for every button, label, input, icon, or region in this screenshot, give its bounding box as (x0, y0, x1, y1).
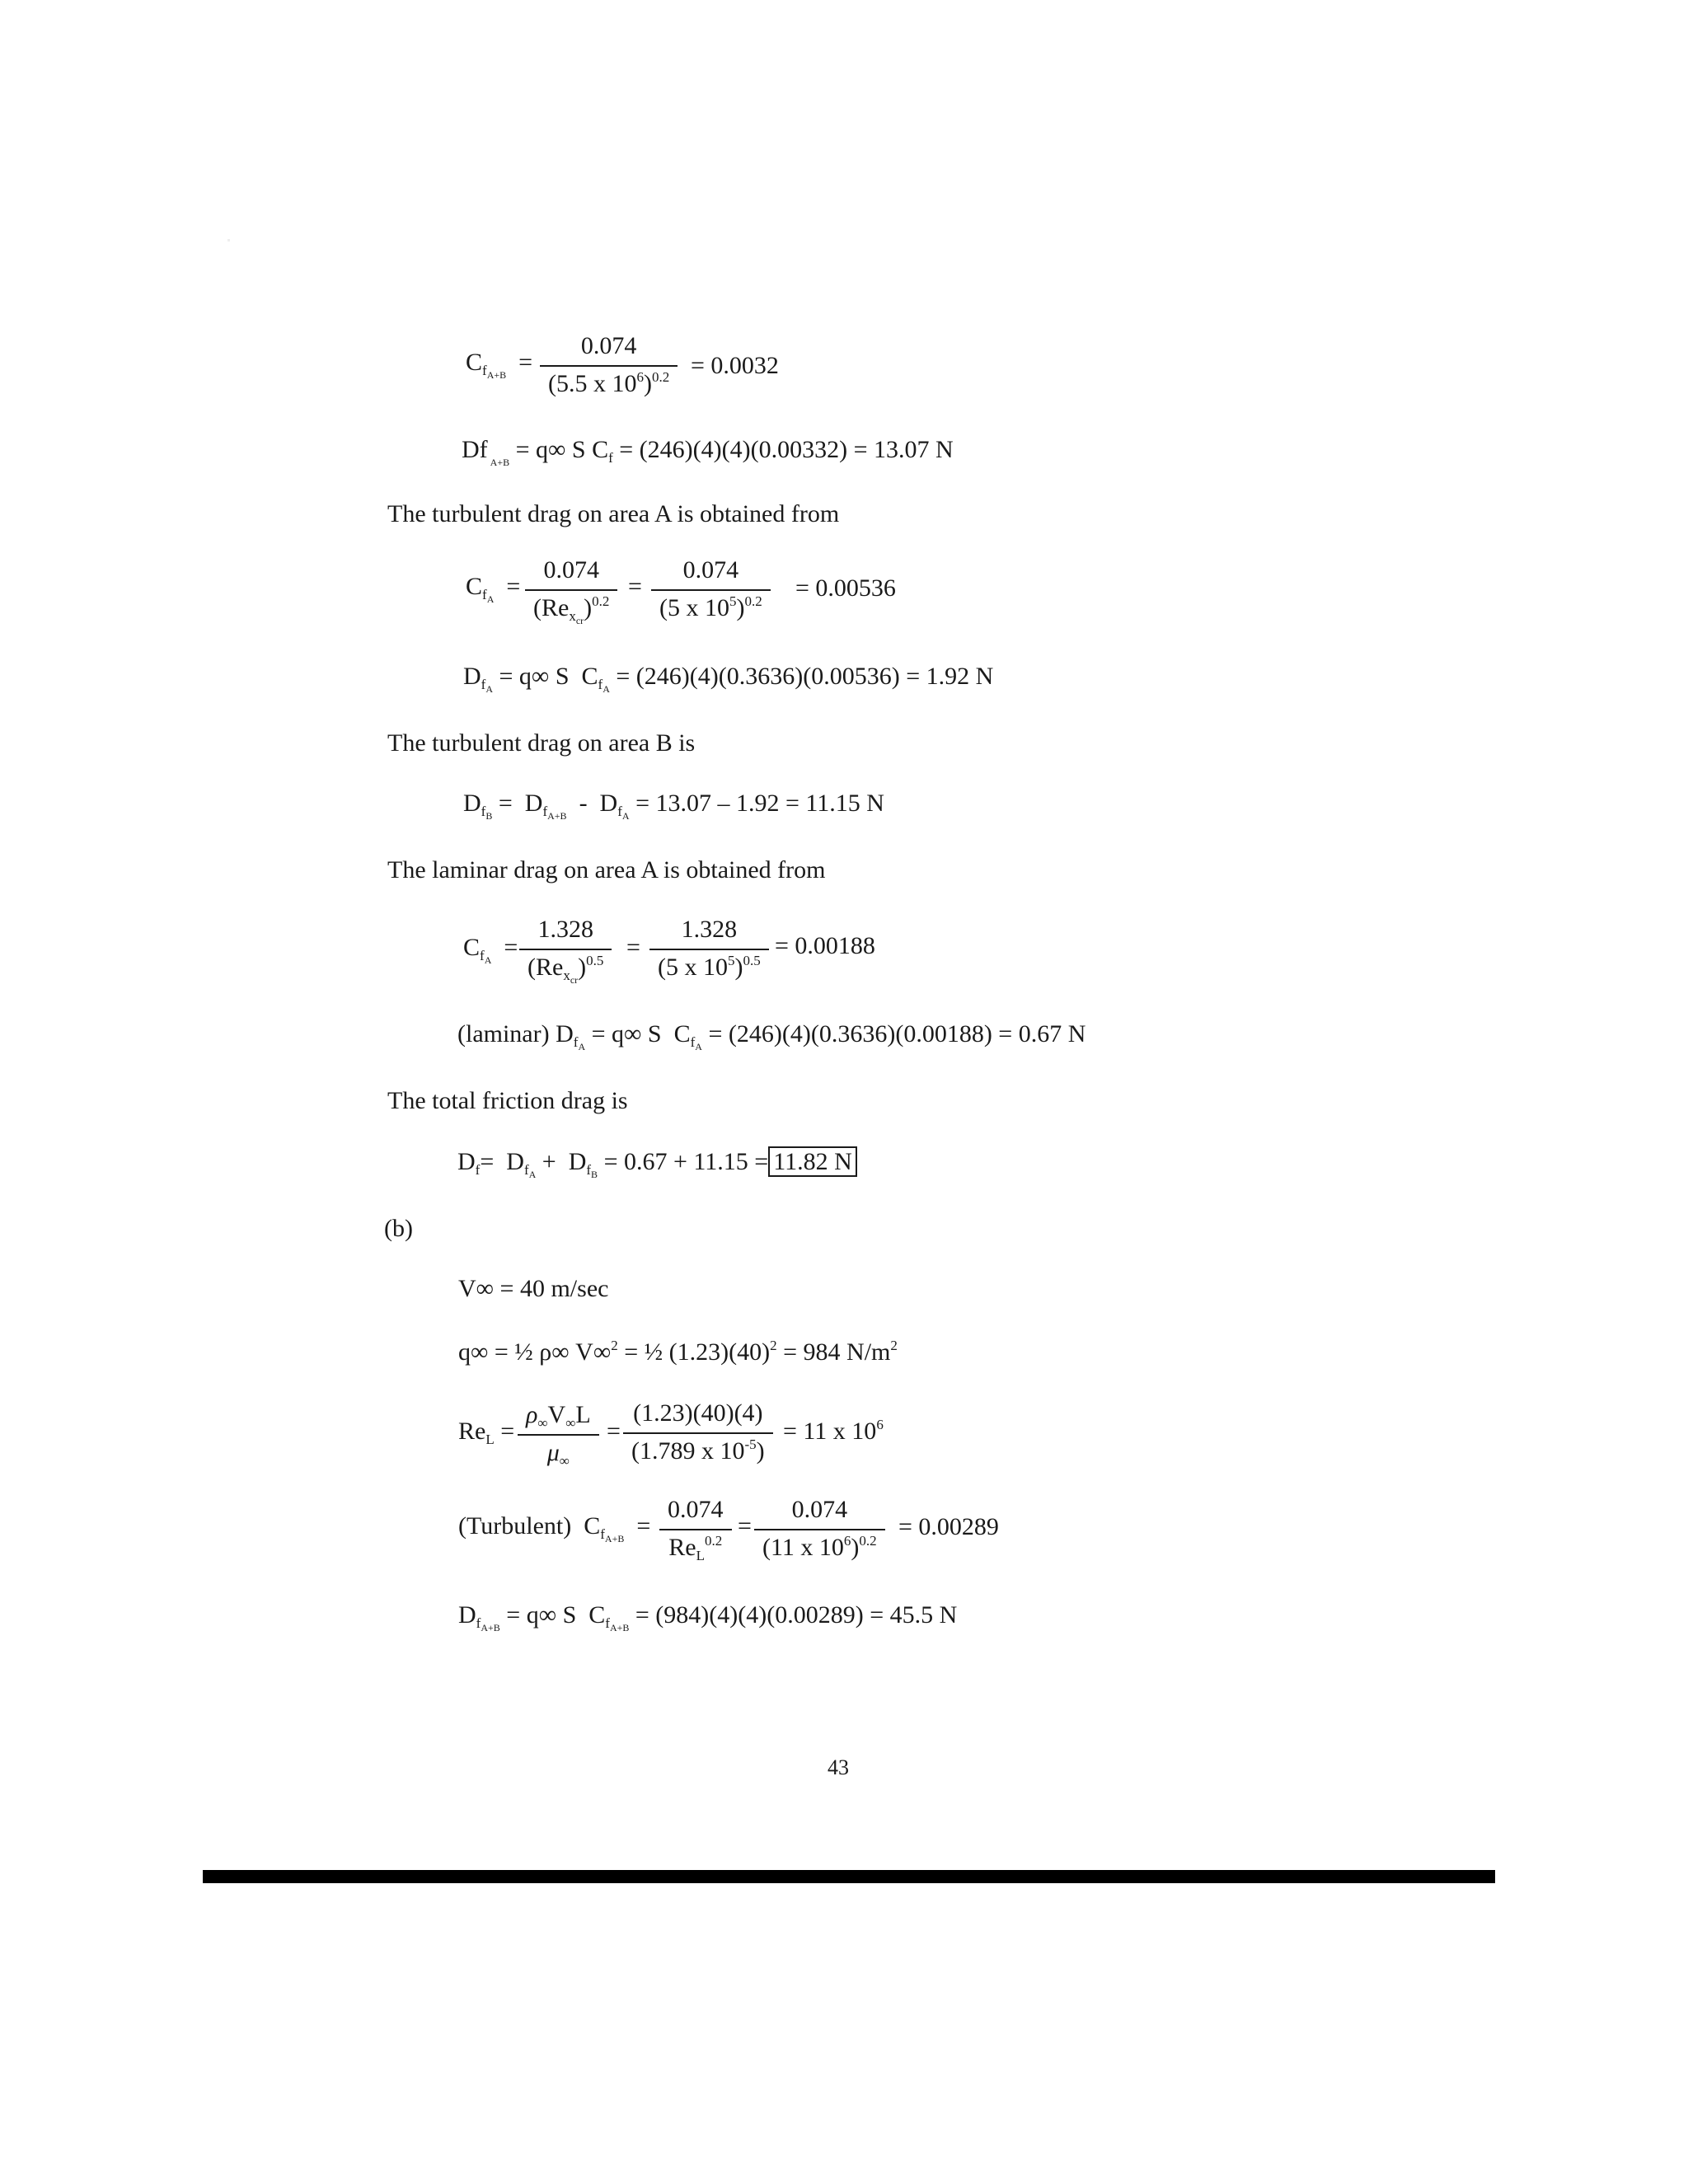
eq8: $D_f= D_{f_A} + D_{f_B} = 0.67 + 11.15 = 11.82$ N (457, 1150, 857, 1174)
eq3-lhs: $C_{f_A}$ = (466, 573, 521, 605)
bottom-rule (203, 1870, 1495, 1883)
eq5: $D_{f_B} = D_{f_{A+B}} - D_{f_A} = 13.07 - 1.92 = 11.15$ N (463, 790, 884, 822)
answer-box: 11.82 N (768, 1146, 857, 1177)
eq3-equals: = (628, 573, 642, 600)
eq1-lhs: $C_{f_{A+B}}$ = (466, 349, 533, 381)
paragraph-laminar-a: The laminar drag on area A is obtained from (387, 856, 826, 883)
eq3-fraction-1: 0.074 $(Re_{x_{cr}})^{0.2}$ (525, 558, 617, 621)
eq11-result: = 11 x $10^6$ (783, 1417, 884, 1445)
eq1-result: = 0.0032 (691, 352, 779, 379)
paragraph-turbulent-b: The turbulent drag on area B is (387, 729, 696, 757)
eq10: q∞ = ½ ρ∞ V∞$^2$ = ½ $(1.23)(40)^2 = 984$ $N/m^2$ (458, 1338, 898, 1366)
eq4: $D_{f_A} = q\infty$ S $C_{f_A} = (246)(4)(0.3636)(0.00536) = 1.92$ N (463, 663, 994, 695)
eq1-denominator: (5.5 x $10^6)^{0.2}$ (548, 369, 670, 397)
eq12-fraction-1: 0.074 $Re_L^{0.2}$ (659, 1497, 732, 1560)
paragraph-turbulent-a: The turbulent drag on area A is obtained from (387, 500, 840, 527)
eq12-fraction-2: 0.074 (11 x $10^6)^{0.2}$ (754, 1497, 885, 1560)
eq3-result: = 0.00536 (795, 574, 896, 602)
scan-speck (227, 239, 230, 241)
eq1-fraction (540, 334, 678, 396)
eq11-lhs: $Re_L$ = (458, 1418, 515, 1447)
eq2: Df $_{_{A+B}}$ = q∞ S $C_f = (246)(4)(4)(0.00332) = 13.07$ N (462, 436, 954, 468)
eq12-result: = 0.00289 (898, 1513, 999, 1540)
eq12-lhs: (Turbulent) $C_{f_{A+B}}$ = (458, 1512, 651, 1544)
eq6-lhs: $C_{f_A}$ = (463, 934, 518, 966)
eq6-fraction-2: 1.328 (5 x $10^5)^{0.5}$ (649, 917, 769, 980)
eq6-equals: = (626, 934, 640, 961)
eq6-fraction-1: 1.328 $(Re_{x_{cr}})^{0.5}$ (519, 917, 612, 980)
eq12-equals: = (738, 1512, 752, 1540)
eq13: $D_{f_{A+B}} = q\infty$ S $C_{f_{A+B}} = (984)(4)(4)(0.00289) = 45.5$ N (458, 1601, 958, 1633)
eq7: (laminar) $D_{f_A} = q\infty$ S $C_{f_A} = (246)(4)(0.3636)(0.00188) = 0.67$ N (457, 1020, 1086, 1052)
eq6-result: = 0.00188 (775, 932, 875, 959)
paragraph-total: The total friction drag is (387, 1087, 628, 1114)
eq1-numerator: 0.074 (580, 332, 637, 359)
page-number: 43 (828, 1755, 849, 1779)
part-b-label: (b) (384, 1215, 413, 1242)
eq9: V∞ = 40 m/sec (458, 1275, 609, 1302)
eq11-equals: = (607, 1418, 621, 1445)
eq11-fraction-1: $\rho_\infty V_\infty L$ $\mu_\infty$ (518, 1403, 599, 1465)
eq11-fraction-2: (1.23)(40)(4) (1.789 x $10^{-5}$) (623, 1401, 773, 1464)
eq3-fraction-2: 0.074 (5 x $10^5)^{0.2}$ (651, 558, 771, 621)
